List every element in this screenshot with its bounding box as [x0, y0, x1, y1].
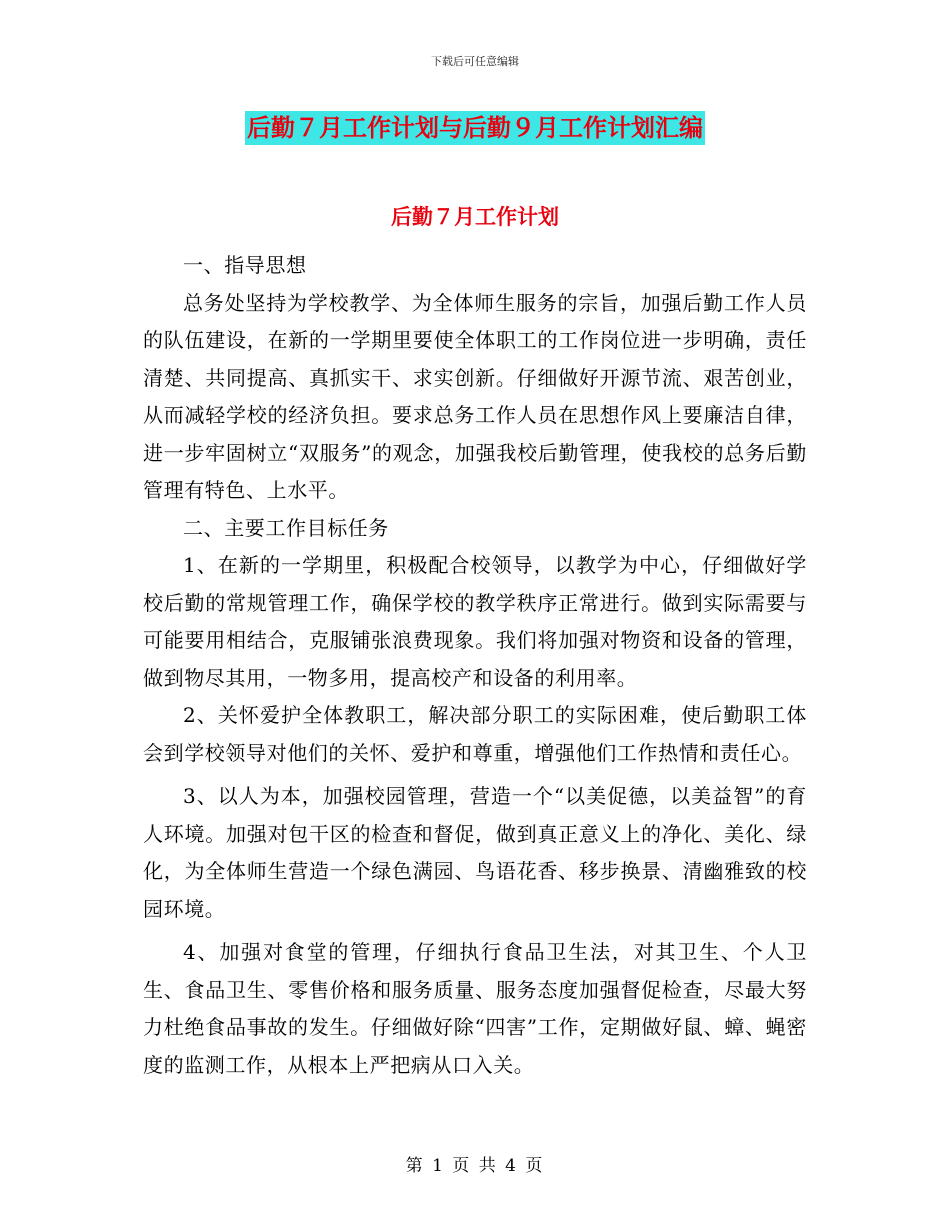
document-title: [0, 111, 950, 145]
section-title: 后勤７月工作计划: [391, 205, 559, 229]
paragraph-guiding-ideology: 总务处坚持为学校教学、为全体师生服务的宗旨，加强后勤工作人员的队伍建设，在新的一学期里要使全体职工的工作岗位进一步明确，责任清楚、共同提高、真抓实干、求实创新。仔细做好开源节流、艰苦创业，从而减轻学校的经济负担。要求总务工作人员在思想作风上要廉洁自律，进一步牢固树立“双服务”的观念，加强我校后勤管理，使我校的总务后勤管理有特色、上水平。: [143, 290, 807, 502]
paragraph-goal-3: 3、以人为本，加强校园管理，营造一个“以美促德，以美益智”的育人环境。加强对包干区的检查和督促，做到真正意义上的净化、美化、绿化，为全体师生营造一个绿色满园、鸟语花香、移步换景、清幽雅致的校园环境。: [143, 784, 807, 921]
heading-main-goals: 二、主要工作目标任务: [183, 515, 389, 540]
document-title-text: 后勤７月工作计划与后勤９月工作计划汇编: [245, 111, 705, 145]
document-body: [143, 247, 807, 1084]
paragraph-goal-4: 4、加强对食堂的管理，仔细执行食品卫生法，对其卫生、个人卫生、食品卫生、零售价格和服务质量、服务态度加强督促检查，尽最大努力杜绝食品事故的发生。仔细做好除“四害”工作，定期做好鼠、蟑、蝇密度的监测工作，从根本上严把病从口入关。: [143, 940, 807, 1077]
paragraph-goal-1: 1、在新的一学期里，积极配合校领导，以教学为中心，仔细做好学校后勤的常规管理工作，确保学校的教学秩序正常进行。做到实际需要与可能要用相结合，克服铺张浪费现象。我们将加强对物资和设备的管理，做到物尽其用，一物多用，提高校产和设备的利用率。: [143, 553, 807, 690]
page-number: 第 1 页 共 4 页: [405, 1156, 545, 1176]
header-note: 下载后可任意编辑: [431, 55, 519, 68]
paragraph-goal-2: 2、关怀爱护全体教职工，解决部分职工的实际困难，使后勤职工体会到学校领导对他们的关怀、爱护和尊重，增强他们工作热情和责任心。: [143, 703, 807, 765]
heading-guiding-ideology: 一、指导思想: [183, 253, 307, 277]
